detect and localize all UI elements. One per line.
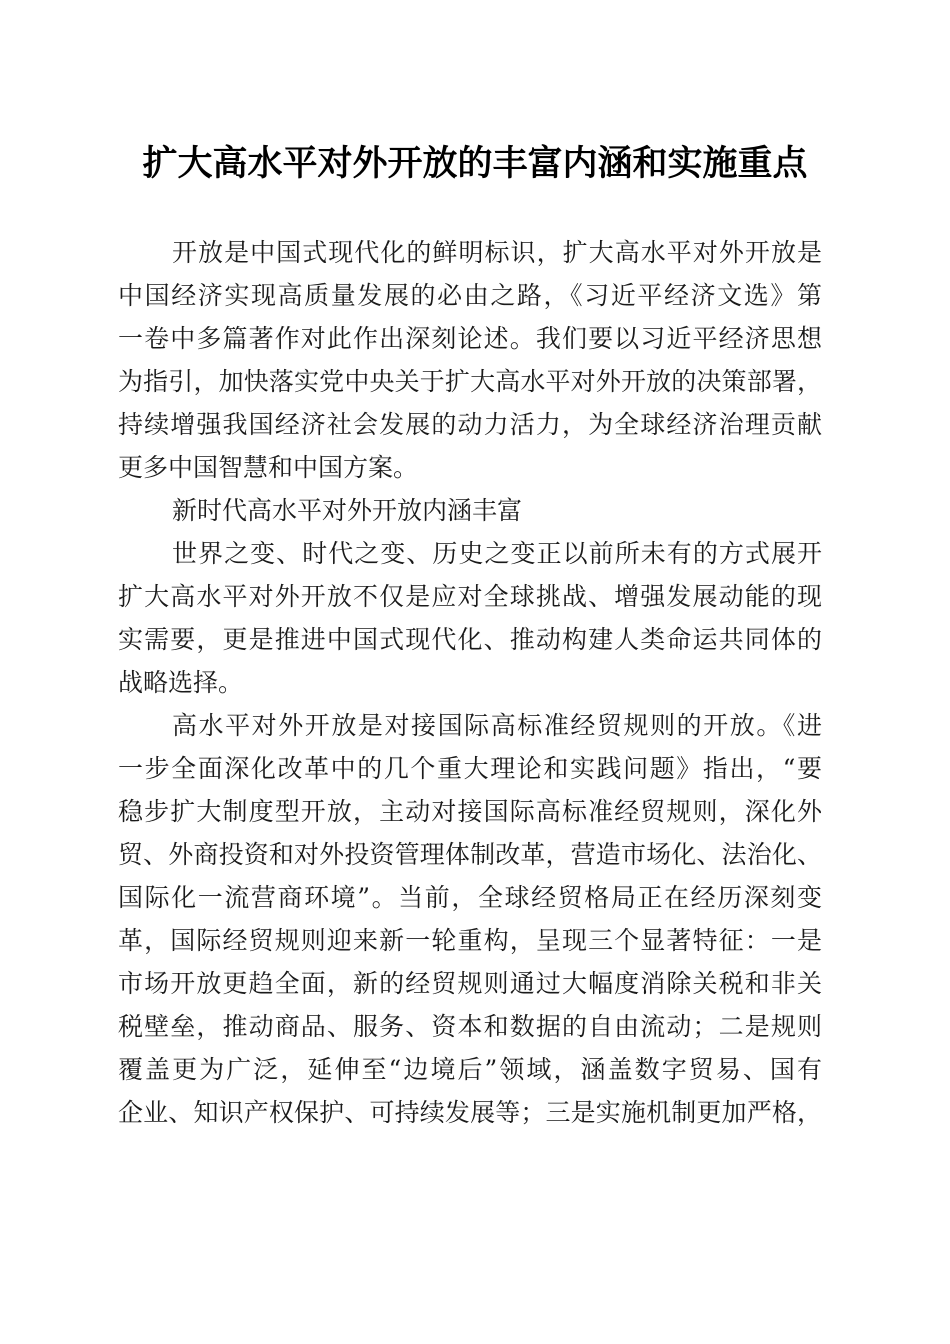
text-line: 开放是中国式现代化的鲜明标识，扩大高水平对外开放是 xyxy=(172,238,822,267)
text-line: 一步全面深化改革中的几个重大理论和实践问题》指出，“要 xyxy=(118,754,822,783)
document-body xyxy=(118,231,822,1134)
paragraph-world-change xyxy=(118,532,822,704)
text-line: 扩大高水平对外开放不仅是应对全球挑战、增强发展动能的现 xyxy=(118,582,822,611)
section-heading-text: 新时代高水平对外开放内涵丰富 xyxy=(172,496,523,525)
text-line: 世界之变、时代之变、历史之变正以前所未有的方式展开 xyxy=(172,539,822,568)
text-line: 覆盖更为广泛，延伸至“边境后”领域，涵盖数字贸易、国有 xyxy=(118,1055,822,1084)
text-line: 持续增强我国经济社会发展的动力活力，为全球经济治理贡献 xyxy=(118,410,822,439)
text-line: 贸、外商投资和对外投资管理体制改革，营造市场化、法治化、 xyxy=(118,840,822,869)
text-line: 中国经济实现高质量发展的必由之路，《习近平经济文选》第 xyxy=(118,281,822,310)
document-title: 扩大高水平对外开放的丰富内涵和实施重点 xyxy=(142,143,808,184)
section-heading xyxy=(118,489,822,532)
text-line: 稳步扩大制度型开放，主动对接国际高标准经贸规则，深化外 xyxy=(118,797,822,826)
text-line: 实需要，更是推进中国式现代化、推动构建人类命运共同体的 xyxy=(118,625,822,654)
text-line: 一卷中多篇著作对此作出深刻论述。我们要以习近平经济思想 xyxy=(118,324,822,353)
text-line: 为指引，加快落实党中央关于扩大高水平对外开放的决策部署， xyxy=(118,367,822,396)
text-line: 革，国际经贸规则迎来新一轮重构，呈现三个显著特征：一是 xyxy=(118,926,822,955)
text-line: 战略选择。 xyxy=(118,668,244,697)
text-line: 高水平对外开放是对接国际高标准经贸规则的开放。《进 xyxy=(172,711,822,740)
paragraph-intro xyxy=(118,231,822,489)
text-line: 税壁垒，推动商品、服务、资本和数据的自由流动；二是规则 xyxy=(118,1012,822,1041)
text-line: 企业、知识产权保护、可持续发展等；三是实施机制更加严格， xyxy=(118,1098,822,1127)
text-line: 更多中国智慧和中国方案。 xyxy=(118,453,419,482)
text-line: 市场开放更趋全面，新的经贸规则通过大幅度消除关税和非关 xyxy=(118,969,822,998)
paragraph-trade-rules xyxy=(118,704,822,1134)
text-line: 国际化一流营商环境”。当前，全球经贸格局正在经历深刻变 xyxy=(118,883,822,912)
